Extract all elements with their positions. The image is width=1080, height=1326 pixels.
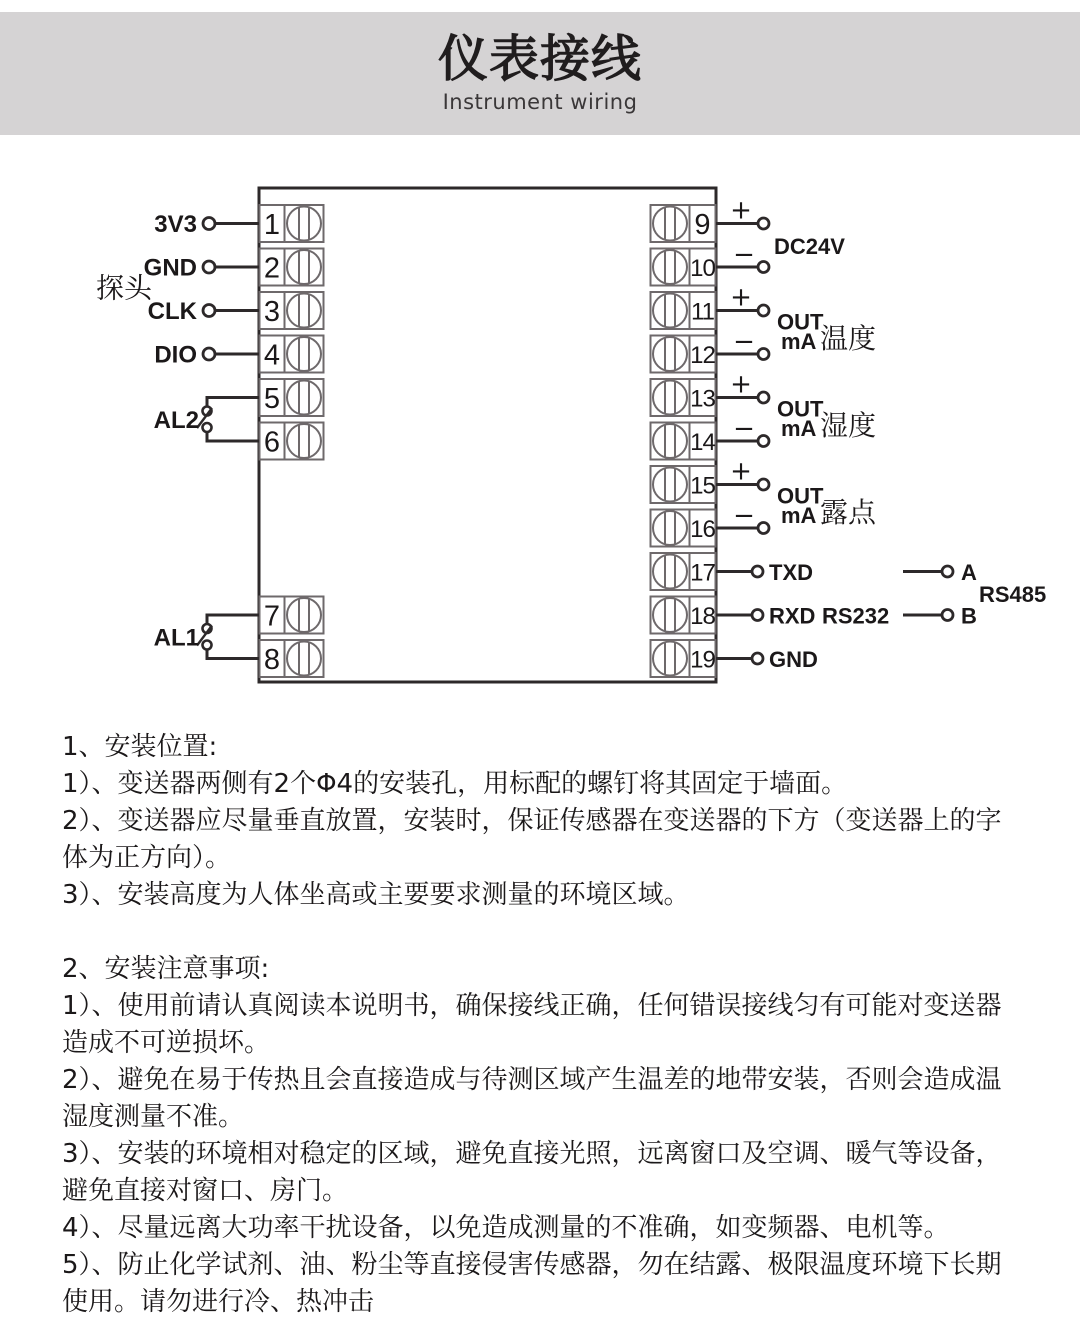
diagram-text: 7 bbox=[263, 600, 281, 633]
terminal-18 bbox=[651, 597, 716, 634]
diagram-text: 湿度 bbox=[820, 408, 877, 442]
diagram-shape bbox=[653, 511, 687, 545]
wire-terminal-dot bbox=[758, 436, 769, 447]
diagram-shape bbox=[287, 207, 321, 241]
screw-terminal-icon bbox=[653, 598, 687, 632]
diagram-shape bbox=[287, 250, 321, 284]
wire-terminal-dot bbox=[752, 653, 763, 664]
pin-3V3 bbox=[154, 211, 259, 238]
section-1-heading: 1、安装位置: bbox=[62, 732, 218, 762]
terminal-4 bbox=[260, 336, 324, 373]
diagram-text: 2 bbox=[263, 252, 281, 285]
page-title: 仪表接线 bbox=[438, 30, 642, 88]
screw-terminal-icon bbox=[653, 511, 687, 545]
screw-terminal-icon bbox=[287, 381, 321, 415]
wire-terminal-dot bbox=[758, 349, 769, 360]
diagram-text: − bbox=[733, 501, 755, 531]
screw-terminal-icon bbox=[287, 294, 321, 328]
wire-terminal-dot bbox=[758, 392, 769, 403]
screw-terminal-icon bbox=[287, 424, 321, 458]
section-2-item-2: 2）、避免在易于传热且会直接造成与待测区域产生温差的地带安装，否则会造成温湿度测量不准。 bbox=[62, 1065, 1002, 1132]
screw-terminal-icon bbox=[287, 642, 321, 676]
wire-terminal-dot bbox=[203, 218, 215, 230]
rs485-bus bbox=[903, 560, 1046, 629]
wire-terminal-dot bbox=[758, 523, 769, 534]
pin-GND bbox=[144, 255, 259, 282]
page-subtitle: Instrument wiring bbox=[442, 90, 638, 114]
wire-terminal-dot bbox=[758, 262, 769, 273]
wire-terminal-dot bbox=[942, 566, 953, 577]
terminal-10 bbox=[651, 249, 716, 286]
diagram-text: 8 bbox=[263, 644, 281, 676]
diagram-text: + bbox=[730, 282, 752, 313]
diagram-text: OUT bbox=[777, 396, 824, 422]
screw-terminal-icon bbox=[653, 294, 687, 328]
terminal-9 bbox=[651, 205, 716, 242]
terminal-12 bbox=[651, 336, 716, 373]
screw-terminal-icon bbox=[653, 424, 687, 458]
alarm-AL2 bbox=[154, 396, 259, 443]
serial-GND bbox=[716, 647, 818, 672]
terminal-7 bbox=[260, 597, 324, 634]
diagram-shape bbox=[653, 424, 687, 458]
diagram-text: 17 bbox=[690, 559, 715, 587]
wire-terminal-dot bbox=[758, 479, 769, 490]
wire-terminal-dot bbox=[203, 305, 215, 317]
diagram-shape bbox=[653, 468, 687, 502]
diagram-text: TXD bbox=[769, 560, 813, 585]
diagram-shape bbox=[653, 598, 687, 632]
terminal-15 bbox=[651, 466, 716, 503]
diagram-text: + bbox=[730, 369, 752, 400]
diagram-text: 16 bbox=[690, 516, 715, 543]
screw-terminal-icon bbox=[653, 555, 687, 589]
output-DC24V bbox=[716, 196, 845, 273]
section-1-item-1: 1）、变送器两侧有2个Φ4的安装孔，用标配的螺钉将其固定于墙面。 bbox=[62, 769, 848, 799]
diagram-text: GND bbox=[769, 647, 818, 672]
section-2-item-1: 1）、使用前请认真阅读本说明书，确保接线正确，任何错误接线匀有可能对变送器造成不可逆损坏。 bbox=[62, 991, 1002, 1058]
screw-terminal-icon bbox=[653, 642, 687, 676]
diagram-text: + bbox=[730, 456, 752, 487]
diagram-text: AL2 bbox=[153, 406, 199, 434]
alarm-AL1 bbox=[154, 614, 259, 661]
diagram-shape bbox=[653, 250, 687, 284]
diagram-shape bbox=[653, 555, 687, 589]
terminal-5 bbox=[260, 379, 324, 416]
pin-DIO bbox=[154, 342, 259, 369]
diagram-text: 4 bbox=[263, 339, 281, 372]
terminal-14 bbox=[651, 423, 716, 460]
diagram-shape bbox=[287, 294, 321, 328]
diagram-text: 18 bbox=[690, 603, 715, 630]
screw-terminal-icon bbox=[287, 337, 321, 371]
serial-RXD bbox=[716, 604, 889, 629]
screw-terminal-icon bbox=[653, 207, 687, 241]
diagram-text: 探头 bbox=[95, 271, 153, 305]
diagram-shape bbox=[287, 381, 321, 415]
diagram-shape bbox=[653, 381, 687, 415]
diagram-text: 3 bbox=[263, 296, 281, 328]
terminal-13 bbox=[651, 379, 716, 416]
terminal-8 bbox=[260, 640, 324, 677]
diagram-text: 6 bbox=[263, 426, 281, 459]
section-1-item-2: 2）、变送器应尽量垂直放置，安装时，保证传感器在变送器的下方（变送器上的字体为正方向）。 bbox=[62, 806, 1002, 873]
diagram-text: 13 bbox=[690, 385, 715, 413]
wire-terminal-dot bbox=[203, 348, 215, 360]
terminal-17 bbox=[651, 553, 716, 590]
terminal-16 bbox=[651, 510, 716, 547]
diagram-shape bbox=[653, 642, 687, 676]
output-温度 bbox=[716, 283, 876, 360]
diagram-text: − bbox=[733, 327, 755, 357]
diagram-text: OUT bbox=[777, 309, 824, 335]
diagram-shape bbox=[287, 598, 321, 632]
diagram-shape bbox=[653, 294, 687, 328]
diagram-text: 12 bbox=[690, 342, 715, 369]
diagram-text: B bbox=[961, 603, 977, 629]
wire-terminal-dot bbox=[203, 261, 215, 273]
diagram-text: RS485 bbox=[979, 581, 1047, 607]
wire-terminal-dot bbox=[942, 610, 953, 621]
diagram-text: 露点 bbox=[820, 495, 877, 529]
terminal-1 bbox=[260, 205, 324, 242]
section-2-item-5: 5）、防止化学试剂、油、粉尘等直接侵害传感器，勿在结露、极限温度环境下长期使用。请勿进行冷、热冲击 bbox=[62, 1250, 1002, 1317]
diagram-text: DC24V bbox=[774, 233, 845, 259]
diagram-text: mA bbox=[781, 502, 817, 528]
diagram-text: AL1 bbox=[153, 624, 199, 652]
pin-CLK bbox=[148, 298, 259, 325]
screw-terminal-icon bbox=[653, 337, 687, 371]
alarm-switch-icon bbox=[203, 641, 212, 650]
diagram-text: mA bbox=[781, 328, 817, 354]
diagram-shape bbox=[287, 337, 321, 371]
output-湿度 bbox=[716, 370, 876, 447]
header-band bbox=[0, 12, 1080, 135]
diagram-shape bbox=[287, 424, 321, 458]
terminal-19 bbox=[651, 640, 716, 677]
terminal-2 bbox=[260, 249, 324, 286]
wire-terminal-dot bbox=[752, 610, 763, 621]
diagram-text: GND bbox=[143, 254, 197, 282]
diagram-text: 3V3 bbox=[154, 211, 197, 238]
wiring-diagram bbox=[0, 170, 1080, 700]
diagram-text: RS232 bbox=[822, 603, 890, 629]
screw-terminal-icon bbox=[287, 598, 321, 632]
screw-terminal-icon bbox=[287, 207, 321, 241]
diagram-text: 5 bbox=[263, 383, 281, 415]
diagram-text: 10 bbox=[690, 255, 715, 282]
diagram-text: + bbox=[730, 195, 752, 226]
diagram-text: A bbox=[961, 560, 977, 585]
terminal-11 bbox=[651, 292, 716, 329]
diagram-text: 11 bbox=[691, 298, 714, 326]
diagram-text: − bbox=[733, 414, 755, 444]
diagram-text: OUT bbox=[777, 483, 824, 509]
diagram-shape bbox=[287, 642, 321, 676]
terminal-3 bbox=[260, 292, 324, 329]
wire-terminal-dot bbox=[758, 305, 769, 316]
diagram-text: 9 bbox=[694, 209, 711, 241]
terminal-6 bbox=[260, 423, 324, 460]
screw-terminal-icon bbox=[287, 250, 321, 284]
wire-terminal-dot bbox=[752, 566, 763, 577]
diagram-text: CLK bbox=[147, 298, 197, 325]
screw-terminal-icon bbox=[653, 381, 687, 415]
diagram-text: RXD bbox=[769, 603, 816, 629]
screw-terminal-icon bbox=[653, 250, 687, 284]
diagram-text: 1 bbox=[263, 209, 281, 241]
screw-terminal-icon bbox=[653, 468, 687, 502]
output-露点 bbox=[716, 457, 877, 534]
serial-TXD bbox=[716, 560, 813, 585]
diagram-text: DIO bbox=[154, 341, 197, 369]
diagram-text: mA bbox=[781, 415, 817, 441]
wire-terminal-dot bbox=[758, 218, 769, 229]
diagram-text: − bbox=[733, 240, 755, 270]
diagram-text: 19 bbox=[690, 646, 715, 674]
section-2-item-3: 3）、安装的环境相对稳定的区域，避免直接光照，远离窗口及空调、暖气等设备，避免直接对窗口、房门。 bbox=[62, 1139, 1002, 1206]
section-1-item-3: 3）、安装高度为人体坐高或主要要求测量的环境区域。 bbox=[62, 880, 690, 910]
section-2-item-4: 4）、尽量远离大功率干扰设备，以免造成测量的不准确，如变频器、电机等。 bbox=[62, 1213, 950, 1243]
diagram-shape bbox=[653, 207, 687, 241]
diagram-shape bbox=[653, 337, 687, 371]
section-2-heading: 2、安装注意事项: bbox=[62, 954, 270, 984]
device-outline bbox=[259, 188, 716, 682]
diagram-text: 温度 bbox=[820, 321, 877, 355]
alarm-switch-icon bbox=[203, 423, 212, 432]
diagram-text: 15 bbox=[690, 472, 715, 500]
probe-label bbox=[96, 272, 153, 305]
installation-notes bbox=[62, 729, 1020, 1321]
diagram-text: 14 bbox=[690, 429, 715, 456]
